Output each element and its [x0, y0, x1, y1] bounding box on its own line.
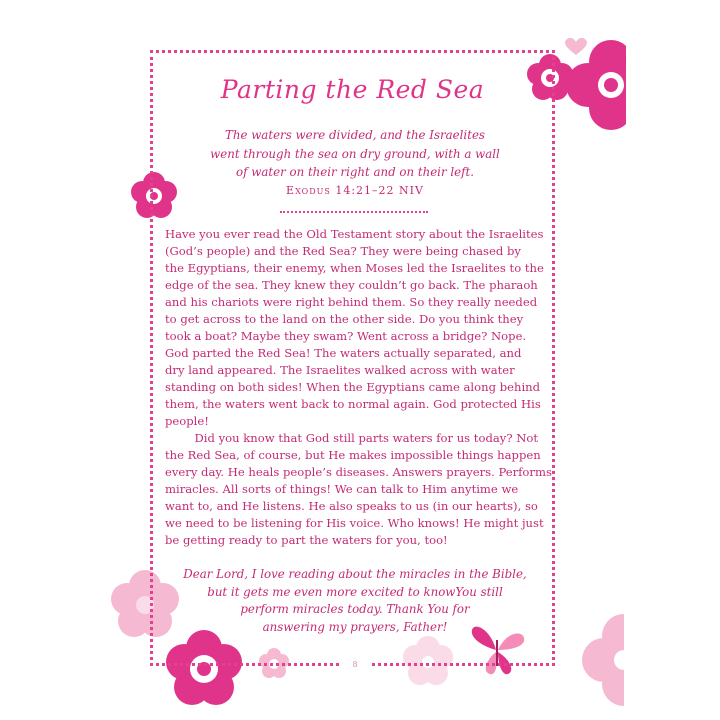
body-line: Did you know that God still parts waters for us today? Not — [165, 431, 539, 445]
body-line: the Egyptians, their enemy, when Moses led the Israelites to the — [165, 261, 544, 275]
verse-line: went through the sea on dry ground, with a wall — [210, 146, 500, 161]
prayer-line: answering my prayers, Father! — [262, 619, 448, 634]
devotional-body — [165, 226, 552, 549]
page-number: 8 — [340, 660, 370, 669]
body-line: God parted the Red Sea! The waters actually separated, and — [165, 346, 522, 360]
body-line: to get across to the land on the other side. Do you think they — [165, 312, 524, 326]
body-line: (God’s people) and the Red Sea? They were being chased by — [165, 244, 521, 258]
scripture-reference: Exodus 14:21–22 NIV — [286, 184, 424, 197]
body-line: be getting ready to part the waters for you, too! — [165, 533, 448, 547]
flower-bottom-right-icon — [578, 612, 624, 708]
body-line: want to, and He listens. He also speaks to us (in our hearts), so — [165, 499, 538, 513]
prayer-line: Dear Lord, I love reading about the miracles in the Bible, — [183, 567, 527, 581]
page-title: Parting the Red Sea — [220, 75, 485, 104]
body-line: every day. He heals people’s diseases. Answers prayers. Performs — [165, 465, 552, 479]
prayer-line: perform miracles today. Thank You for — [240, 602, 470, 616]
verse-line: The waters were divided, and the Israelites — [225, 128, 485, 142]
body-line: we need to be listening for His voice. Who knows! He might just — [165, 516, 544, 530]
body-line: edge of the sea. They knew they couldn’t go back. The pharaoh — [165, 278, 538, 292]
dotted-divider — [280, 211, 428, 213]
body-line: them, the waters went back to normal again. God protected His — [165, 397, 541, 411]
body-line: dry land appeared. The Israelites walked across with water — [165, 363, 515, 377]
body-line: people! — [165, 414, 209, 428]
body-line: the Red Sea, of course, but He makes impossible things happen — [165, 448, 541, 462]
body-line: miracles. All sorts of things! We can talk to Him anytime we — [165, 482, 519, 496]
verse-line: of water on their right and on their left. — [236, 165, 474, 179]
body-line: standing on both sides! When the Egyptians came along behind — [165, 380, 541, 394]
heart-icon — [563, 36, 589, 56]
prayer-line: but it gets me even more excited to knowYou still — [207, 584, 503, 599]
body-line: and his chariots were right behind them. So they really needed — [165, 295, 538, 309]
body-line: Have you ever read the Old Testament story about the Israelites — [165, 227, 544, 241]
closing-prayer — [180, 566, 530, 636]
body-line: took a boat? Maybe they swam? Went across a bridge? Nope. — [165, 329, 527, 343]
scripture-verse — [190, 126, 520, 182]
